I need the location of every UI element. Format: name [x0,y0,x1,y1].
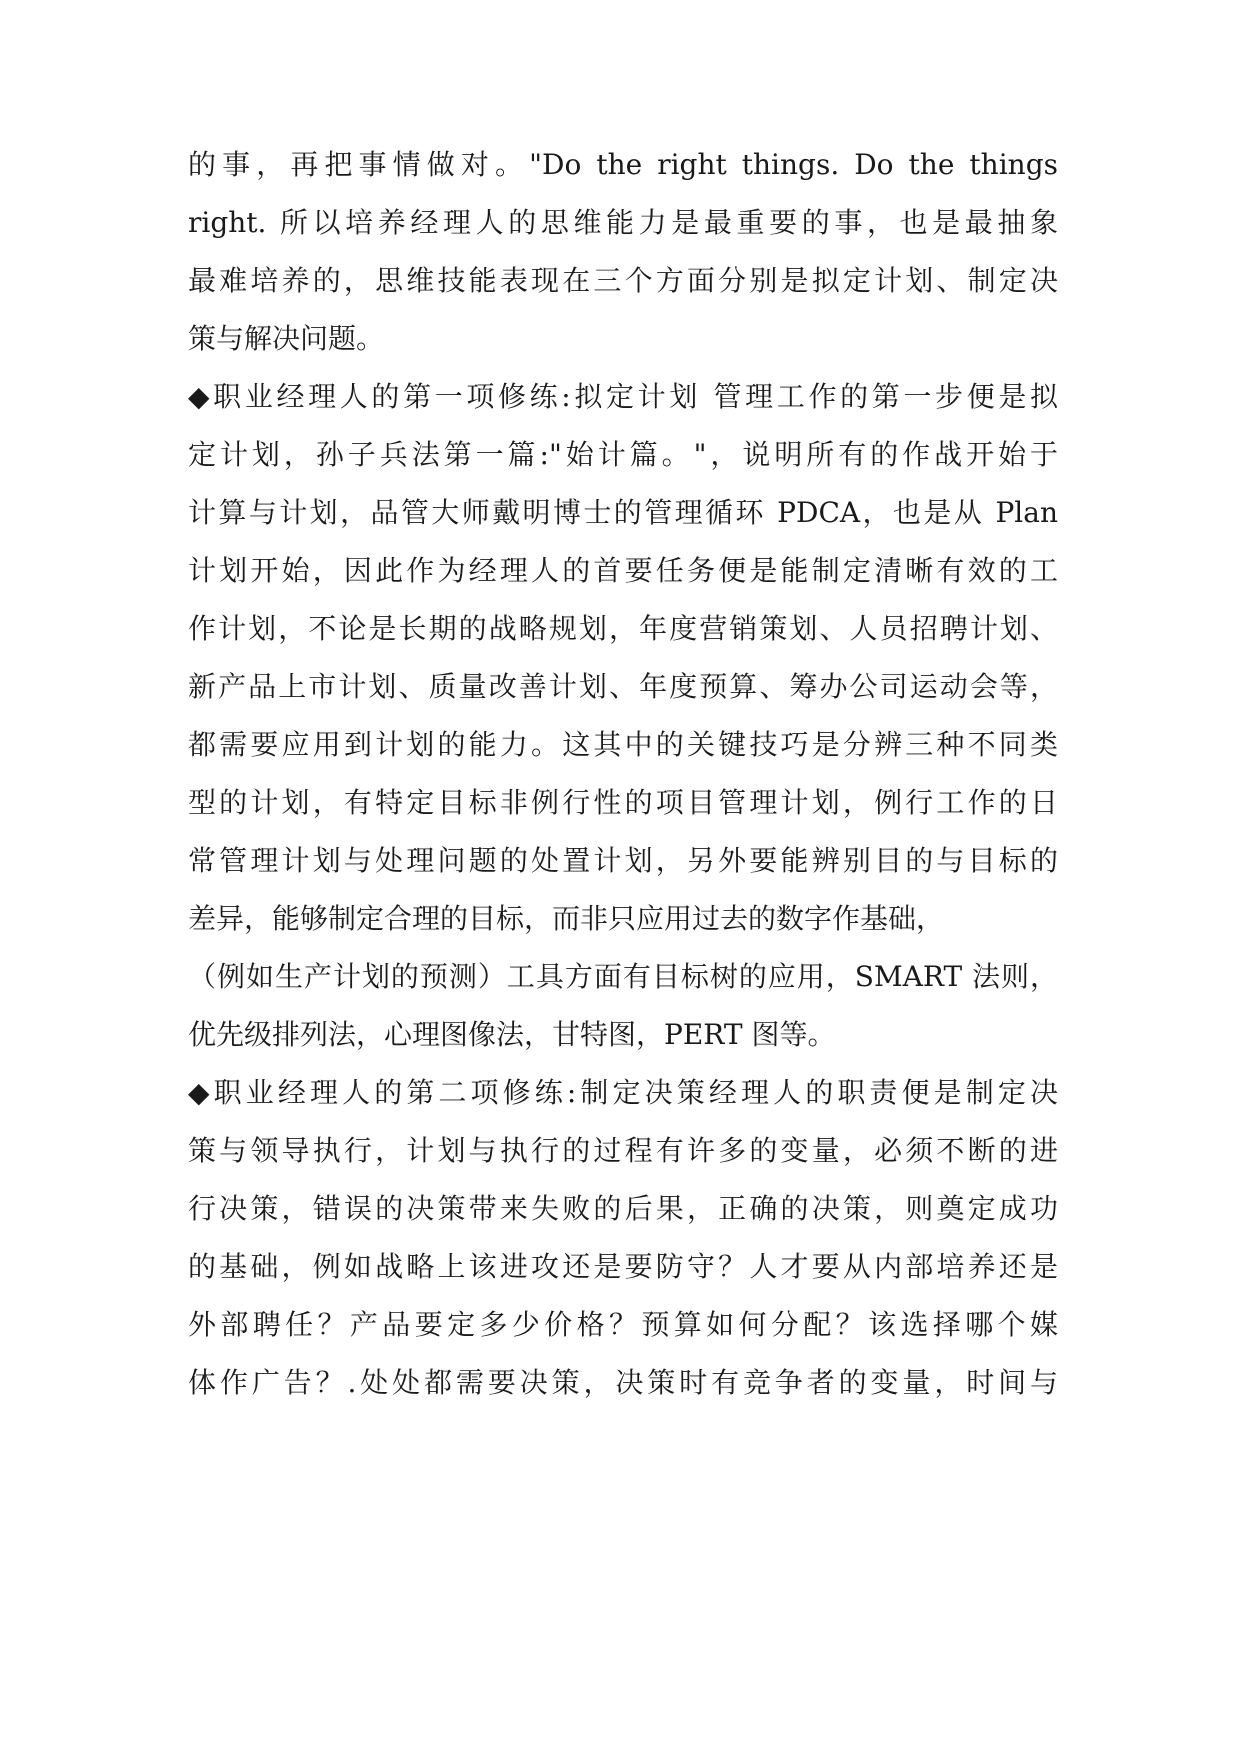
text-line: 计划开始，因此作为经理人的首要任务便是能制定清晰有效的工 [188,554,1058,587]
text-line: 体作广告？.处处都需要决策，决策时有竞争者的变量，时间与 [188,1366,1058,1399]
text-line: 作计划，不论是长期的战略规划，年度营销策划、人员招聘计划、 [188,612,1058,645]
text-line: 差异，能够制定合理的目标，而非只应用过去的数字作基础， [188,902,945,935]
text-line: 计算与计划，品管大师戴明博士的管理循环 PDCA，也是从 Plan [188,496,1058,529]
text-line: ◆职业经理人的第二项修练:制定决策经理人的职责便是制定决 [188,1076,1058,1109]
text-line: 的基础，例如战略上该进攻还是要防守？人才要从内部培养还是 [188,1250,1058,1283]
text-line: 常管理计划与处理问题的处置计划，另外要能辨别目的与目标的 [188,844,1058,877]
text-line: 策与领导执行，计划与执行的过程有许多的变量，必须不断的进 [188,1134,1058,1167]
text-line: ◆职业经理人的第一项修练:拟定计划 管理工作的第一步便是拟 [188,380,1058,413]
text-line: 优先级排列法，心理图像法，甘特图，PERT 图等。 [188,1018,836,1051]
text-line: 策与解决问题。 [188,322,385,355]
text-line: 新产品上市计划、质量改善计划、年度预算、筹办公司运动会等， [188,670,1058,703]
text-line: 的事，再把事情做对。"Do the right things. Do the things [188,148,1058,181]
text-line: 外部聘任？产品要定多少价格？预算如何分配？该选择哪个媒 [188,1308,1058,1341]
text-line: 型的计划，有特定目标非例行性的项目管理计划，例行工作的日 [188,786,1058,819]
text-line: 最难培养的，思维技能表现在三个方面分别是拟定计划、制定决 [188,264,1058,297]
text-line: 行决策，错误的决策带来失败的后果，正确的决策，则奠定成功 [188,1192,1058,1225]
text-line: （例如生产计划的预测）工具方面有目标树的应用，SMART 法则， [188,960,1058,993]
text-line: right. 所以培养经理人的思维能力是最重要的事，也是最抽象 [188,206,1058,239]
text-line: 定计划，孙子兵法第一篇:"始计篇。"，说明所有的作战开始于 [188,438,1058,471]
text-line: 都需要应用到计划的能力。这其中的关键技巧是分辨三种不同类 [188,728,1058,761]
